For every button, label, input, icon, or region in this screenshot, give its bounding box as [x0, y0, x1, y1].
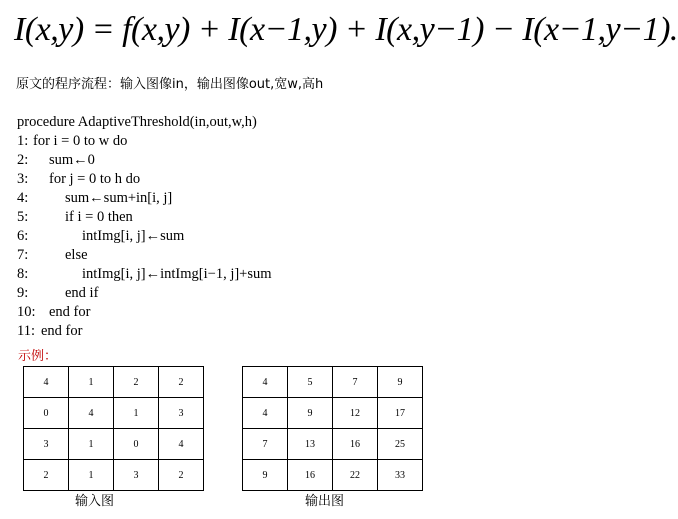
- grid-cell: 4: [69, 398, 114, 429]
- grid-cell: 1: [69, 460, 114, 491]
- line-text: else: [65, 247, 88, 263]
- line-text: intImg[i, j]←intImg[i−1, j]+sum: [82, 266, 272, 282]
- grid-cell: 1: [69, 429, 114, 460]
- line-text: sum←sum+in[i, j]: [65, 190, 173, 206]
- grid-cell: 33: [378, 460, 423, 491]
- process-description: 原文的程序流程：输入图像in，输出图像out,宽w,高h: [16, 77, 324, 92]
- code-line: [17, 132, 272, 151]
- line-number: 1:: [17, 133, 29, 149]
- line-number: 11:: [17, 323, 35, 339]
- grid-cell: 2: [159, 460, 204, 491]
- grid-cell: 13: [288, 429, 333, 460]
- table-row: [243, 398, 423, 429]
- grid-cell: 5: [288, 367, 333, 398]
- code-line: [17, 189, 272, 208]
- code-line: [17, 151, 272, 170]
- table-row: [24, 367, 204, 398]
- table-row: [24, 460, 204, 491]
- grid-cell: 4: [24, 367, 69, 398]
- table-row: [243, 429, 423, 460]
- grid-cell: 4: [243, 398, 288, 429]
- grid-cell: 22: [333, 460, 378, 491]
- example-label: 示例：: [18, 349, 58, 364]
- line-text: if i = 0 then: [65, 209, 133, 225]
- grid-cell: 1: [69, 367, 114, 398]
- input-caption: 输入图: [75, 494, 115, 509]
- line-text: procedure AdaptiveThreshold(in,out,w,h): [17, 114, 257, 130]
- line-number: 6:: [17, 228, 29, 244]
- line-text: for i = 0 to w do: [33, 133, 128, 149]
- line-number: 5:: [17, 209, 29, 225]
- integral-image-formula: I(x,y) = f(x,y) + I(x−1,y) + I(x,y−1) − I(x−1,y−1).: [14, 11, 678, 48]
- grid-cell: 7: [333, 367, 378, 398]
- code-line: [17, 113, 272, 132]
- input-grid: [23, 366, 204, 491]
- line-number: 8:: [17, 266, 29, 282]
- line-number: 7:: [17, 247, 29, 263]
- line-text: end if: [65, 285, 99, 301]
- line-text: end for: [41, 323, 83, 339]
- grid-cell: 0: [24, 398, 69, 429]
- grid-cell: 2: [159, 367, 204, 398]
- table-row: [24, 398, 204, 429]
- grid-cell: 17: [378, 398, 423, 429]
- table-row: [243, 367, 423, 398]
- grid-cell: 7: [243, 429, 288, 460]
- pseudocode-block: [17, 113, 272, 341]
- line-text: intImg[i, j]←sum: [82, 228, 185, 244]
- line-text: end for: [49, 304, 91, 320]
- grid-cell: 1: [114, 398, 159, 429]
- code-line: [17, 170, 272, 189]
- grid-cell: 4: [159, 429, 204, 460]
- output-caption: 输出图: [305, 494, 345, 509]
- line-text: sum←0: [49, 152, 95, 168]
- line-text: for j = 0 to h do: [49, 171, 141, 187]
- table-row: [24, 429, 204, 460]
- grid-cell: 16: [333, 429, 378, 460]
- code-line: [17, 265, 272, 284]
- code-line: [17, 227, 272, 246]
- line-number: 3:: [17, 171, 29, 187]
- code-line: [17, 246, 272, 265]
- grid-cell: 0: [114, 429, 159, 460]
- code-line: [17, 322, 272, 341]
- grid-cell: 9: [378, 367, 423, 398]
- grid-cell: 3: [159, 398, 204, 429]
- line-number: 2:: [17, 152, 29, 168]
- grid-cell: 2: [114, 367, 159, 398]
- grid-cell: 4: [243, 367, 288, 398]
- grid-cell: 25: [378, 429, 423, 460]
- output-grid: [242, 366, 423, 491]
- code-line: [17, 208, 272, 227]
- grid-cell: 9: [288, 398, 333, 429]
- grid-cell: 9: [243, 460, 288, 491]
- grid-cell: 3: [114, 460, 159, 491]
- line-number: 10:: [17, 304, 36, 320]
- table-row: [243, 460, 423, 491]
- grid-cell: 16: [288, 460, 333, 491]
- grid-cell: 3: [24, 429, 69, 460]
- code-line: [17, 303, 272, 322]
- line-number: 9:: [17, 285, 29, 301]
- grid-cell: 2: [24, 460, 69, 491]
- line-number: 4:: [17, 190, 29, 206]
- grid-cell: 12: [333, 398, 378, 429]
- code-line: [17, 284, 272, 303]
